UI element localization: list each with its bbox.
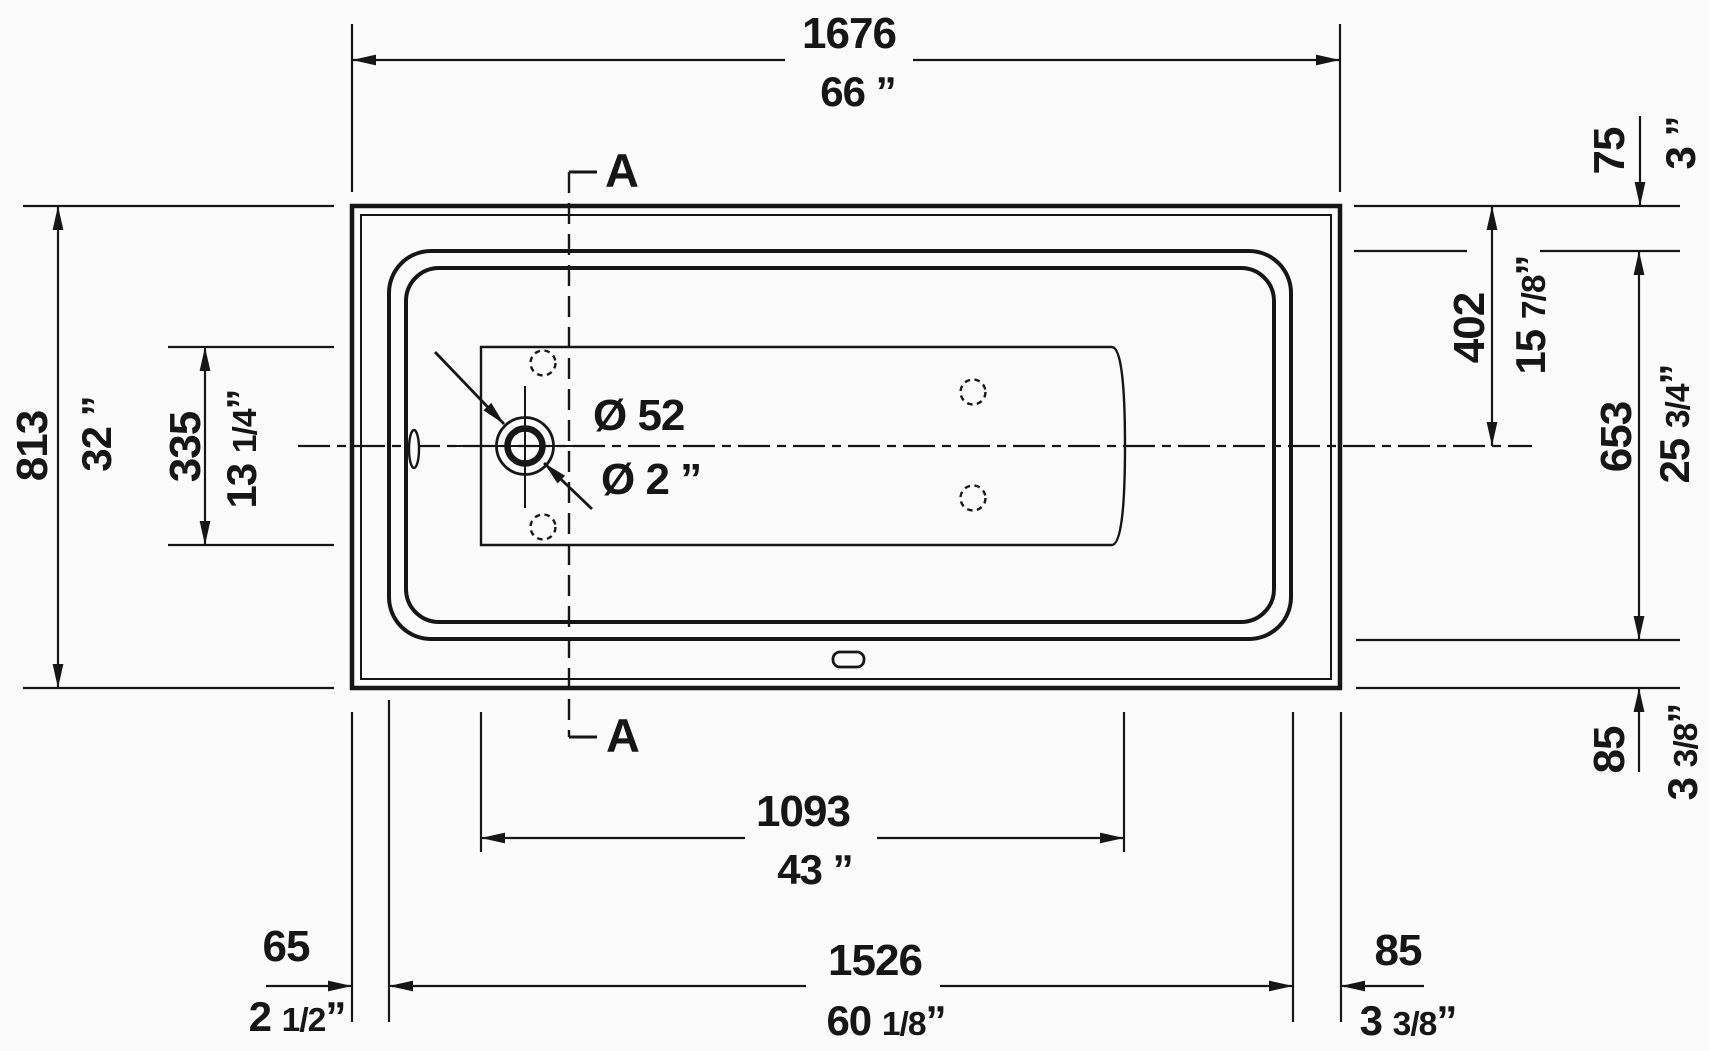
jet-circle-left-top xyxy=(531,351,556,376)
dim-basin-width-mm: 653 xyxy=(1592,401,1641,473)
dim-center-from-top-mm: 402 xyxy=(1445,292,1494,364)
dim-deck-right-in: 3 3/8” xyxy=(1359,997,1457,1044)
drain-assembly xyxy=(435,352,601,509)
dim-basin-length-in: 60 1/8” xyxy=(826,997,946,1044)
jet-circle-right-top xyxy=(961,380,986,405)
deck-slot-detail xyxy=(833,652,864,667)
dim-deck-top-mm: 75 xyxy=(1585,127,1634,175)
dim-overall-width-in: 32 ” xyxy=(73,396,120,472)
dim-overall-length-mm: 1676 xyxy=(802,9,896,58)
dim-floor-length-mm: 1093 xyxy=(756,787,850,836)
section-line-a-a xyxy=(569,172,597,737)
jet-circle-right-bottom xyxy=(961,486,986,511)
dim-deck-right-side-mm: 85 xyxy=(1585,726,1634,774)
dim-floor-length-in: 43 ” xyxy=(777,846,853,893)
section-label-top: A xyxy=(605,144,639,197)
dim-center-from-top-in: 15 7/8” xyxy=(1507,255,1554,375)
dim-floor-width-in: 13 1/4” xyxy=(218,389,265,509)
drain-leader-outer xyxy=(435,352,504,424)
dim-basin-length-mm: 1526 xyxy=(828,936,922,985)
dim-deck-left-in: 2 1/2” xyxy=(248,993,346,1040)
dim-overall-length-in: 66 ” xyxy=(820,68,896,115)
dim-deck-top-in: 3 ” xyxy=(1657,116,1704,170)
dim-basin-width-in: 25 3/4” xyxy=(1651,364,1698,484)
overflow-marker xyxy=(409,430,419,468)
drain-outlet-label: Ø 2 ” xyxy=(601,455,702,504)
drain-diameter-label: Ø 52 xyxy=(593,391,685,440)
dim-deck-right-mm: 85 xyxy=(1374,926,1422,975)
dim-deck-right-side-in: 3 3/8” xyxy=(1659,703,1706,801)
dim-overall-width-mm: 813 xyxy=(8,410,57,482)
dim-floor-width-mm: 335 xyxy=(161,411,210,483)
jet-circle-left-bottom xyxy=(531,515,556,540)
section-label-bottom: A xyxy=(606,709,640,762)
dim-deck-left-mm: 65 xyxy=(262,922,310,971)
